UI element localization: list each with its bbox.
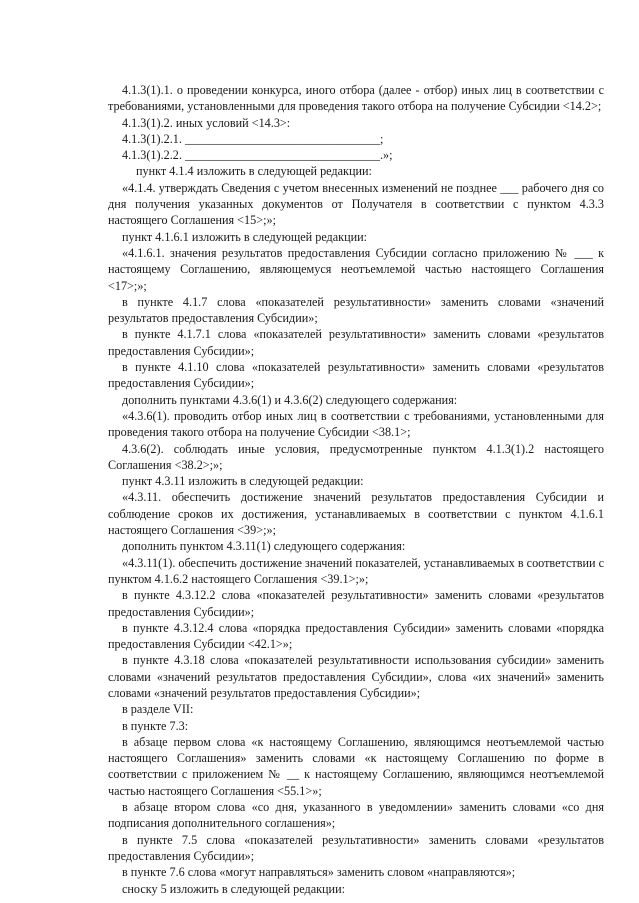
paragraph-4-1-4: «4.1.4. утверждать Сведения с учетом внесенных изменений не позднее ___ рабочего дня со дня получения указанных документов от Получателя в соответствии с пунктом 4.3.3 настоящего Соглашения <15>;»; — [108, 180, 604, 228]
paragraph-4-1-10: в пункте 4.1.10 слова «показателей результативности» заменить словами «результатов предоставления Субсидии»; — [108, 360, 604, 391]
paragraph-4-1-3-1-2-1: 4.1.3(1).2.1. ________________________________; — [122, 131, 384, 146]
paragraph-7-5: в пункте 7.5 слова «показателей результативности» заменить словами «результатов предоставления Субсидии»; — [108, 832, 604, 863]
paragraph-4-1-3-1-1: 4.1.3(1).1. о проведении конкурса, иного отбора (далее - отбор) иных лиц в соответствии с требованиями, установленными для проведения такого отбора на получение Субсидии <14.2>; — [108, 83, 604, 114]
paragraph-4-3-6-1: «4.3.6(1). проводить отбор иных лиц в соответствии с требованиями, установленными для проведения такого отбора на получение Субсидии <38.1>; — [108, 408, 604, 440]
paragraph-7-3-second: в абзаце втором слова «со дня, указанного в уведомлении» заменить словами «со дня подписания дополнительного соглашения»; — [108, 800, 604, 831]
paragraph-4-1-6-1: «4.1.6.1. значения результатов предоставления Субсидии согласно приложению № ___ к настоящему Соглашению, являющемуся неотъемлемой частью настоящего Соглашения <17>;»; — [108, 245, 604, 293]
paragraph-4-1-7: в пункте 4.1.7 слова «показателей результативности» заменить словами «значений результатов предоставления Субсидии»; — [108, 294, 604, 326]
paragraph-4-3-12-4: в пункте 4.3.12.4 слова «порядка предоставления Субсидии» заменить словами «порядка предоставления Субсидии <42.1>»; — [108, 620, 604, 652]
paragraph-point-4-1-4-intro: пункт 4.1.4 изложить в следующей редакции: — [136, 164, 372, 179]
paragraph-4-3-11: «4.3.11. обеспечить достижение значений результатов предоставления Субсидии и соблюдение сроков их достижения, устанавливаемых в соответствии с пунктом 4.1.6.1 настоящего Соглашения <39>;»; — [108, 490, 604, 538]
paragraph-4-1-7-1: в пункте 4.1.7.1 слова «показателей результативности» заменить словами «результатов предоставления Субсидии»; — [108, 327, 604, 358]
paragraph-point-4-3-11-intro: пункт 4.3.11 изложить в следующей редакции: — [122, 474, 364, 489]
paragraph-4-1-3-1-2-2: 4.1.3(1).2.2. ________________________________.»; — [122, 148, 393, 163]
paragraph-4-3-11-1: «4.3.11(1). обеспечить достижение значений показателей, устанавливаемых в соответствии с пунктом 4.1.6.2 настоящего Соглашения <39.1>;»; — [108, 555, 604, 586]
paragraph-point-7-3: в пункте 7.3: — [122, 718, 189, 733]
paragraph-footnote-5: сноску 5 изложить в следующей редакции: — [122, 881, 345, 896]
paragraph-point-4-1-6-1-intro: пункт 4.1.6.1 изложить в следующей редакции: — [122, 229, 368, 244]
paragraph-section-vii: в разделе VII: — [122, 702, 194, 717]
paragraph-add-4-3-11-1: дополнить пунктом 4.3.11(1) следующего содержания: — [122, 539, 406, 554]
paragraph-add-4-3-6: дополнить пунктами 4.3.6(1) и 4.3.6(2) следующего содержания: — [122, 392, 458, 407]
paragraph-4-1-3-1-2: 4.1.3(1).2. иных условий <14.3>: — [122, 115, 291, 130]
paragraph-7-3-first: в абзаце первом слова «к настоящему Соглашению, являющимся неотъемлемой частью настоящего Соглашения» заменить словами «к настоящему Соглашению по форме в соответствии с приложением № __ к настоящему Соглашению, являющимся неотъемлемой частью настоящего Соглашения <55.1>»; — [108, 734, 604, 798]
paragraph-4-3-12-2: в пункте 4.3.12.2 слова «показателей результативности» заменить словами «результатов предоставления Субсидии»; — [108, 588, 604, 619]
paragraph-4-3-18: в пункте 4.3.18 слова «показателей результативности использования субсидии» заменить словами «значений результатов предоставления Субсидии», слова «их значений» заменить словами «значений результатов предоставления Субсидии»; — [108, 653, 604, 700]
document-page — [108, 82, 604, 897]
paragraph-4-3-6-2: 4.3.6(2). соблюдать иные условия, предусмотренные пунктом 4.1.3(1).2 настоящего Соглашения <38.2>;»; — [108, 441, 604, 472]
paragraph-7-6: в пункте 7.6 слова «могут направляться» заменить словом «направляются»; — [122, 865, 516, 880]
